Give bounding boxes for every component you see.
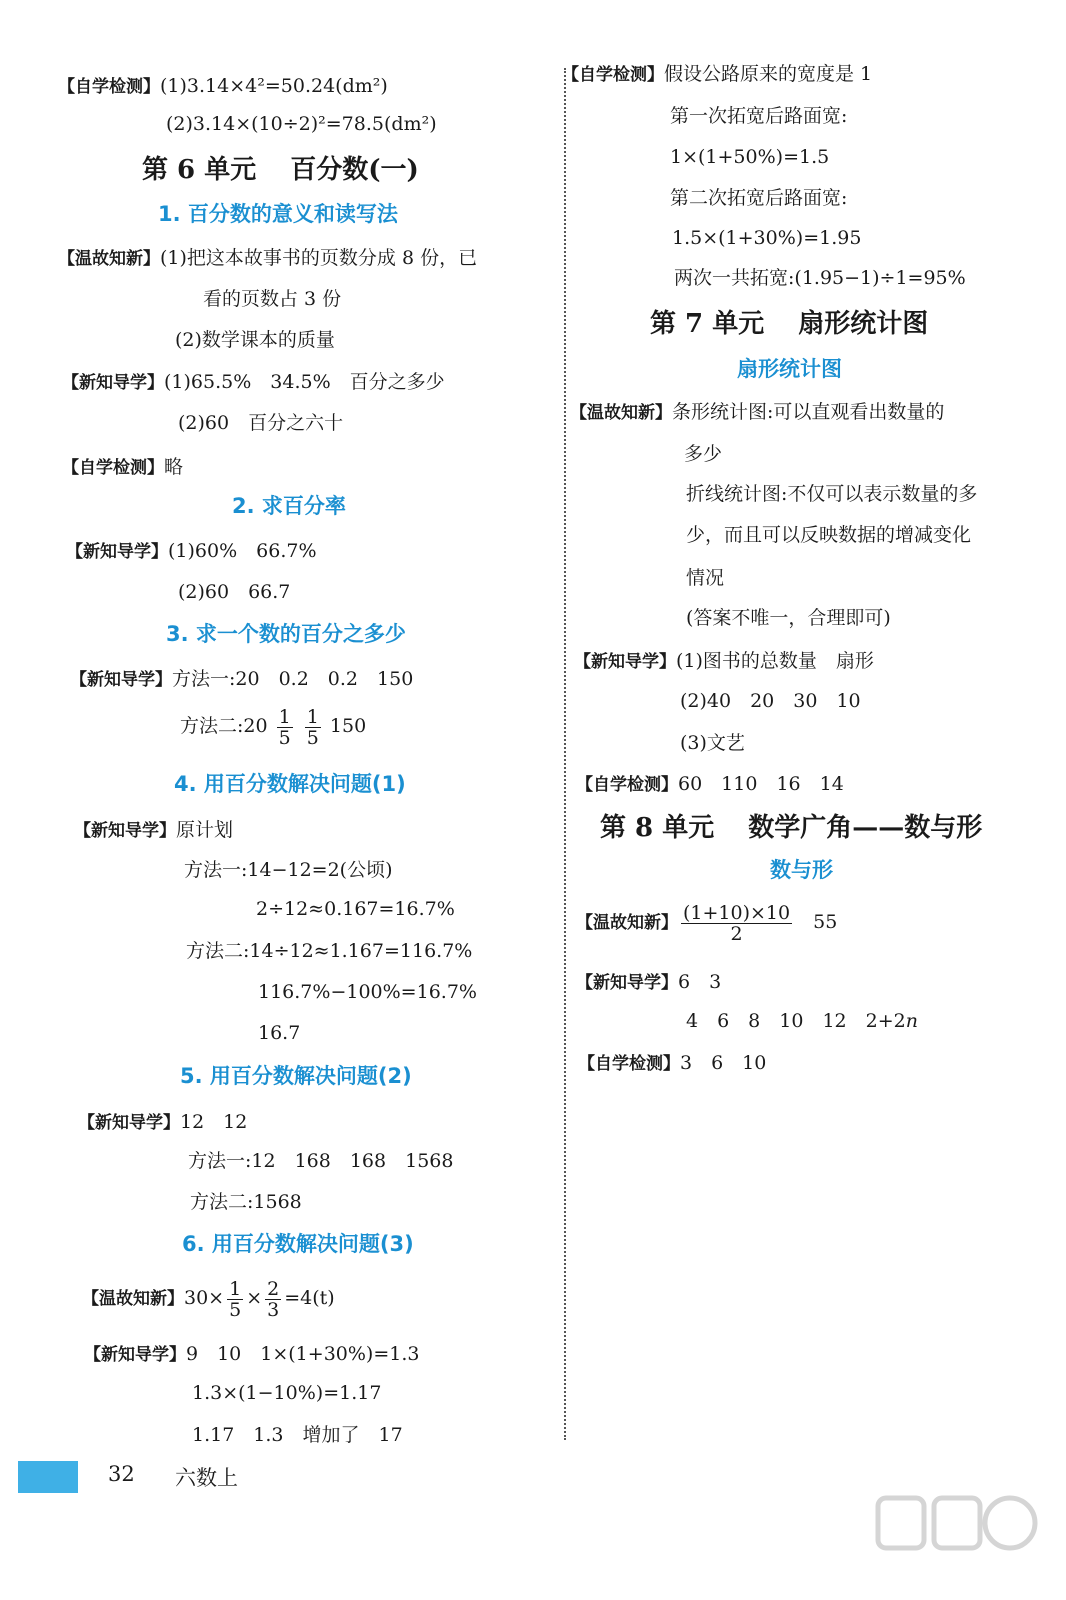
answer-text: 方法一:20 0.2 0.2 150: [172, 668, 414, 690]
label-tag: 【新知导学】: [74, 821, 176, 841]
answer-text: (1)3.14×4²=50.24(dm²): [160, 75, 388, 97]
answer-text: 60 110 16 14: [678, 773, 844, 795]
answer-text: (1)65.5% 34.5% 百分之多少: [164, 371, 445, 393]
book-label: 六数上: [175, 1466, 238, 1490]
label-tag: 【新知导学】: [84, 1345, 186, 1365]
answer-line: [574, 649, 874, 674]
column-divider: [564, 68, 566, 1440]
label-tag: 【温故知新】: [58, 249, 160, 269]
answer-line: 第一次拓宽后路面宽:: [670, 105, 848, 127]
answer-line: 第二次拓宽后路面宽:: [670, 187, 848, 209]
denominator: 5: [306, 726, 319, 749]
answer-line: [576, 772, 844, 797]
unit-title: [142, 154, 419, 186]
numerator: (1+10)×10: [683, 901, 791, 924]
section-heading: 5. 用百分数解决问题(2): [180, 1064, 412, 1088]
answer-line: (3)文艺: [680, 732, 745, 754]
answer-line: 两次一共拓宽:(1.95−1)÷1=95%: [674, 267, 966, 289]
answer-line: 2÷12≈0.167=16.7%: [256, 898, 455, 920]
numerator: 1: [306, 705, 319, 728]
denominator: 5: [278, 726, 291, 749]
label-tag: 【新知导学】: [70, 670, 172, 690]
numerator: 1: [278, 705, 291, 728]
section-heading: 6. 用百分数解决问题(3): [182, 1232, 414, 1256]
answer-line: [686, 1009, 918, 1033]
answer-line: [570, 400, 944, 425]
denominator: 2: [730, 922, 743, 945]
unit-number: 第 7 单元: [650, 309, 765, 339]
answer-line: [70, 667, 413, 692]
section-heading: 扇形统计图: [737, 357, 842, 381]
watermark-logo: [872, 1490, 1042, 1590]
section-heading: 2. 求百分率: [232, 494, 346, 518]
answer-line: [66, 539, 317, 564]
label-tag: 【新知导学】: [62, 373, 164, 393]
answer-line: 情况: [686, 567, 725, 589]
footer-color-bar: [18, 1461, 78, 1493]
answer-line: 方法一:14−12=2(公顷): [184, 859, 393, 881]
section-heading: 3. 求一个数的百分之多少: [166, 622, 406, 646]
label-tag: 【新知导学】: [78, 1113, 180, 1133]
answer-line: (2)60 66.7: [178, 581, 291, 603]
unit-title: [650, 308, 928, 340]
answer-text: 55: [813, 911, 838, 933]
answer-text: 方法二:20: [180, 715, 268, 737]
label-tag: 【自学检测】: [62, 458, 164, 478]
answer-line: [576, 970, 721, 995]
answer-line: 多少: [684, 443, 723, 465]
answer-text: 150: [329, 715, 367, 737]
answer-text: (1)图书的总数量 扇形: [676, 650, 874, 672]
label-tag: 【新知导学】: [574, 652, 676, 672]
answer-line: (2)3.14×(10÷2)²=78.5(dm²): [166, 113, 437, 135]
answer-line: 折线统计图:不仅可以表示数量的多: [686, 483, 978, 505]
answer-line: 1.5×(1+30%)=1.95: [672, 227, 862, 249]
answer-line: [62, 455, 183, 480]
fraction: [305, 707, 321, 748]
answer-text: (1)60% 66.7%: [168, 540, 317, 562]
unit-name: 数学广角——数与形: [748, 813, 983, 843]
numerator: 2: [267, 1277, 280, 1300]
answer-text: 12 12: [180, 1111, 248, 1133]
answer-line: 方法二:1568: [190, 1191, 302, 1213]
label-tag: 【自学检测】: [576, 775, 678, 795]
answer-text: 3 6 10: [680, 1052, 767, 1074]
label-tag: 【自学检测】: [562, 65, 664, 85]
answer-line: 方法一:12 168 168 1568: [188, 1150, 454, 1172]
answer-text: =4(t): [284, 1287, 335, 1309]
fraction: [681, 903, 792, 944]
answer-text: 6 3: [678, 971, 722, 993]
numerator: 1: [229, 1277, 242, 1300]
answer-line: 1.3×(1−10%)=1.17: [192, 1382, 382, 1404]
label-tag: 【温故知新】: [82, 1289, 184, 1309]
answer-text: ×: [246, 1287, 263, 1309]
answer-line: 16.7: [258, 1022, 301, 1044]
answer-line: [78, 1110, 247, 1135]
answer-line: 方法二:14÷12≈1.167=116.7%: [186, 940, 473, 962]
label-tag: 【温故知新】: [570, 403, 672, 423]
answer-line: (答案不唯一，合理即可): [686, 607, 891, 629]
answer-text: 原计划: [176, 819, 234, 841]
fraction: [265, 1279, 281, 1320]
answer-line: [84, 1342, 419, 1367]
label-tag: 【新知导学】: [576, 973, 678, 993]
answer-text: 条形统计图:可以直观看出数量的: [672, 401, 945, 423]
answer-line: 1.17 1.3 增加了 17: [192, 1424, 403, 1446]
answer-line: (2)60 百分之六十: [178, 412, 344, 434]
answer-line: [180, 706, 366, 748]
answer-text: 略: [164, 456, 184, 478]
unit-title: [600, 812, 982, 844]
answer-line: (2)40 20 30 10: [680, 690, 861, 712]
label-tag: 【自学检测】: [58, 77, 160, 97]
answer-line: [74, 818, 233, 843]
unit-name: 扇形统计图: [798, 309, 929, 339]
page-number: 32: [108, 1462, 135, 1486]
unit-name: 百分数(一): [290, 155, 419, 185]
section-heading: 1. 百分数的意义和读写法: [158, 202, 398, 226]
unit-number: 第 8 单元: [600, 813, 715, 843]
answer-line: 1×(1+50%)=1.5: [670, 146, 830, 168]
answer-line: 116.7%−100%=16.7%: [258, 981, 477, 1003]
answer-line: [62, 370, 445, 395]
answer-line: [562, 62, 872, 87]
answer-line: [58, 74, 388, 99]
answer-line: [58, 246, 477, 271]
answer-text: 假设公路原来的宽度是 1: [664, 63, 873, 85]
section-heading: 数与形: [770, 858, 833, 882]
answer-line: [578, 1051, 766, 1076]
label-tag: 【新知导学】: [66, 542, 168, 562]
answer-text: (1)把这本故事书的页数分成 8 份，已: [160, 247, 478, 269]
section-heading: 4. 用百分数解决问题(1): [174, 772, 406, 796]
answer-line: 少，而且可以反映数据的增减变化: [686, 524, 972, 546]
fraction: [277, 707, 293, 748]
label-tag: 【温故知新】: [576, 913, 678, 933]
unit-number: 第 6 单元: [142, 155, 257, 185]
answer-text: 9 10 1×(1+30%)=1.3: [186, 1343, 420, 1365]
answer-line: 看的页数占 3 份: [203, 288, 342, 310]
denominator: 3: [267, 1298, 280, 1321]
answer-line: (2)数学课本的质量: [175, 329, 335, 351]
label-tag: 【自学检测】: [578, 1054, 680, 1074]
variable-n: n: [905, 1010, 918, 1032]
answer-text: 4 6 8 10 12 2+2: [686, 1010, 906, 1032]
answer-text: 30×: [184, 1287, 225, 1309]
answer-line: [82, 1278, 335, 1320]
denominator: 5: [229, 1298, 242, 1321]
answer-line: [576, 900, 837, 945]
fraction: [227, 1279, 243, 1320]
